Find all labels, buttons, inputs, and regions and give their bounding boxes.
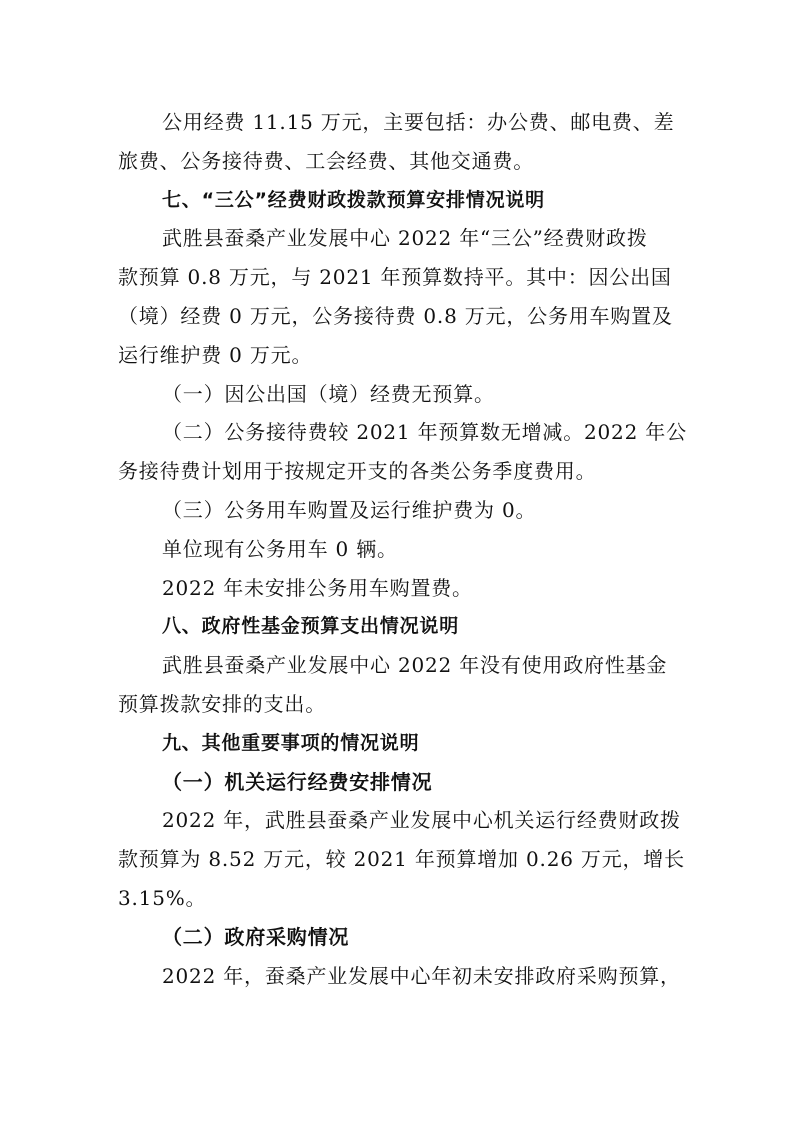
section-heading-7: 七、“三公”经费财政拨款预算安排情况说明 (162, 188, 545, 211)
paragraph-line: （一）因公出国（境）经费无预算。 (162, 381, 495, 406)
paragraph-line: 款预算为 8.52 万元，较 2021 年预算增加 0.26 万元，增长 (118, 847, 685, 872)
paragraph-line: 运行维护费 0 万元。 (118, 342, 313, 367)
subsection-heading-2: （二）政府采购情况 (162, 924, 350, 949)
section-heading-9: 九、其他重要事项的情况说明 (162, 731, 420, 754)
paragraph-line: 2022 年，武胜县蚕桑产业发展中心机关运行经费财政拨 (162, 808, 681, 833)
paragraph-line: 单位现有公务用车 0 辆。 (162, 536, 398, 561)
paragraph-line: 武胜县蚕桑产业发展中心 2022 年“三公”经费财政拨 (162, 226, 648, 251)
paragraph-line: （境）经费 0 万元，公务接待费 0.8 万元，公务用车购置及 (118, 303, 673, 328)
paragraph-line: 3.15%。 (118, 885, 207, 910)
subsection-heading-1: （一）机关运行经费安排情况 (162, 769, 433, 794)
paragraph-line: 2022 年未安排公务用车购置费。 (162, 575, 473, 600)
document-body (118, 103, 687, 995)
paragraph-line: （二）公务接待费较 2021 年预算数无增减。2022 年公 (162, 420, 687, 445)
paragraph-line: 务接待费计划用于按规定开支的各类公务季度费用。 (118, 459, 597, 484)
paragraph-line: 公用经费 11.15 万元，主要包括：办公费、邮电费、差 (162, 110, 675, 134)
paragraph-line: 预算拨款安排的支出。 (118, 691, 326, 716)
paragraph-line: 武胜县蚕桑产业发展中心 2022 年没有使用政府性基金 (162, 653, 668, 678)
section-heading-8: 八、政府性基金预算支出情况说明 (162, 615, 460, 638)
paragraph-line: 旅费、公务接待费、工会经费、其他交通费。 (118, 148, 534, 173)
paragraph-line: （三）公务用车购置及运行维护费为 0。 (162, 497, 537, 522)
paragraph-line: 2022 年，蚕桑产业发展中心年初未安排政府采购预算， (162, 963, 681, 988)
paragraph-line: 款预算 0.8 万元，与 2021 年预算数持平。其中：因公出国 (118, 265, 672, 290)
